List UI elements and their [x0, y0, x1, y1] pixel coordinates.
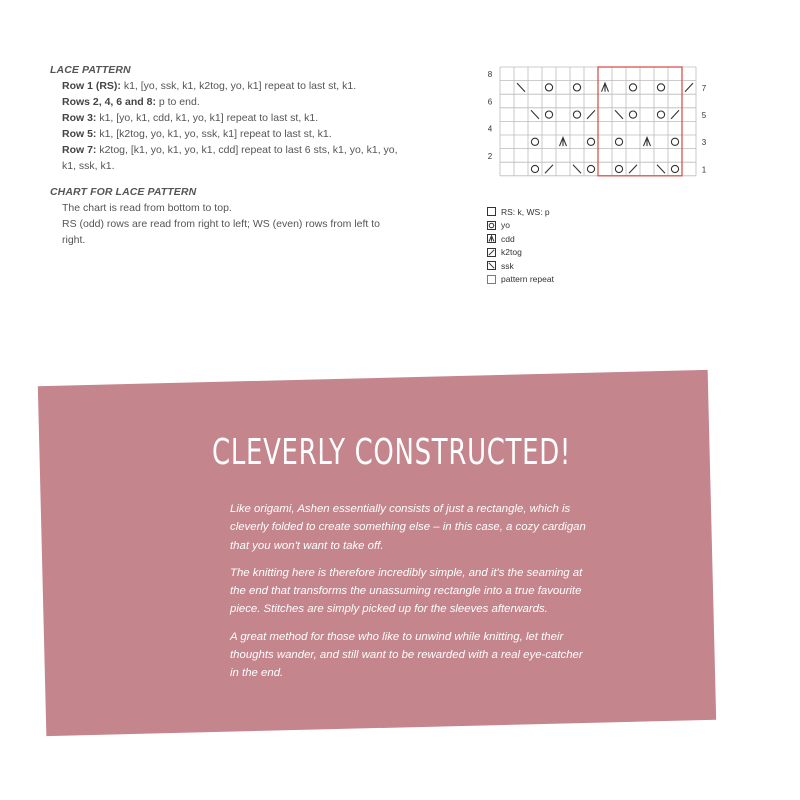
row-number-right: 7: [701, 83, 707, 93]
yo-symbol: [671, 165, 678, 172]
pattern-row-3: [50, 110, 400, 126]
chart-instruction-2: RS (odd) rows are read from right to left; WS (even) rows from left to right.: [62, 218, 381, 246]
legend-label: cdd: [501, 233, 515, 244]
legend-item-repeat: [487, 273, 554, 287]
lace-pattern-heading: LACE PATTERN: [50, 64, 131, 76]
row-number-left: 8: [487, 70, 493, 80]
cdd-symbol: [602, 83, 609, 92]
row-text: k1, [yo, k1, cdd, k1, yo, k1] repeat to last st, k1.: [96, 112, 319, 124]
k2tog-symbol: [587, 110, 595, 119]
row-number-right: 1: [701, 165, 707, 175]
row-label: Rows 2, 4, 6 and 8:: [62, 96, 156, 108]
row-label: Row 5:: [62, 128, 97, 140]
legend-label: yo: [501, 220, 510, 231]
ssk-symbol: [573, 165, 581, 174]
legend-label: k2tog: [501, 247, 522, 258]
row-number-right: 3: [701, 138, 707, 148]
callout-paragraph-1: Like origami, Ashen essentially consists of just a rectangle, which is cleverly folded to create something else – in this case, a cozy cardigan that you won't want to take off.: [230, 503, 586, 552]
lace-pattern-section: [50, 62, 400, 248]
k2tog-symbol: [671, 110, 679, 119]
legend-item-knit: [487, 205, 554, 219]
yo-symbol: [657, 111, 664, 118]
cdd-icon: [487, 234, 496, 243]
callout-body: [230, 500, 590, 692]
pattern-row-even: [50, 94, 400, 110]
k2tog-symbol: [685, 83, 693, 92]
row-label: Row 3:: [62, 112, 97, 124]
yo-symbol: [629, 111, 636, 118]
yo-icon: [487, 221, 496, 230]
cdd-symbol: [644, 138, 651, 147]
yo-symbol: [587, 138, 594, 145]
row-number-left: 2: [487, 151, 493, 161]
lace-chart: [478, 60, 718, 190]
pattern-row-7: [50, 142, 400, 174]
ssk-icon: [487, 261, 496, 270]
callout-title: CLEVERLY CONSTRUCTED!: [212, 432, 572, 473]
ssk-symbol: [531, 110, 539, 119]
cdd-symbol: [560, 138, 567, 147]
blank-square-icon: [487, 207, 496, 216]
callout-paragraph-3: A great method for those who like to unwind while knitting, let their thoughts wander, and still want to be rewarded with a real eye-catcher in the end.: [230, 630, 583, 680]
yo-symbol: [657, 84, 664, 91]
yo-symbol: [531, 138, 538, 145]
row-label: Row 1 (RS):: [62, 80, 121, 92]
yo-symbol: [545, 111, 552, 118]
yo-symbol: [531, 165, 538, 172]
ssk-symbol: [657, 165, 665, 174]
row-text: k1, [k2tog, yo, k1, yo, ssk, k1] repeat to last st, k1.: [96, 128, 332, 140]
row-text: p to end.: [155, 96, 200, 108]
ssk-symbol: [615, 110, 623, 119]
callout-paragraph-2: The knitting here is therefore incredibly simple, and it's the seaming at the end that transforms the unassuming rectangle into a true favourite piece. Stitches are simply picked up for the sleeves afterwards.: [230, 566, 583, 616]
legend-label: ssk: [501, 260, 514, 271]
k2tog-symbol: [629, 165, 637, 174]
legend-label: pattern repeat: [501, 274, 554, 285]
legend-item-k2tog: [487, 246, 554, 260]
row-number-left: 4: [487, 124, 493, 134]
legend-label: RS: k, WS: p: [501, 206, 550, 217]
k2tog-symbol: [545, 165, 553, 174]
yo-symbol: [545, 84, 552, 91]
legend-item-cdd: [487, 232, 554, 246]
row-text: k2tog, [k1, yo, k1, yo, k1, cdd] repeat to last 6 sts, k1, yo, k1, yo, k1, ssk, k1.: [62, 144, 398, 172]
yo-symbol: [587, 165, 594, 172]
chart-instruction-1: The chart is read from bottom to top.: [62, 202, 232, 214]
yo-symbol: [671, 138, 678, 145]
yo-symbol: [629, 84, 636, 91]
pattern-row-5: [50, 126, 400, 142]
row-number-right: 5: [701, 111, 707, 120]
yo-symbol: [615, 138, 622, 145]
k2tog-icon: [487, 248, 496, 257]
yo-symbol: [573, 84, 580, 91]
row-number-left: 6: [487, 97, 493, 107]
ssk-symbol: [517, 83, 525, 92]
legend-item-ssk: [487, 259, 554, 273]
repeat-square-icon: [487, 275, 496, 284]
row-label: Row 7:: [62, 144, 97, 156]
yo-symbol: [573, 111, 580, 118]
chart-legend: [487, 205, 554, 286]
yo-symbol: [615, 165, 622, 172]
legend-item-yo: [487, 219, 554, 233]
pattern-row-1: [50, 78, 400, 94]
lace-chart-svg: [478, 60, 718, 190]
chart-heading: CHART FOR LACE PATTERN: [50, 186, 197, 198]
row-text: k1, [yo, ssk, k1, k2tog, yo, k1] repeat to last st, k1.: [120, 80, 357, 92]
